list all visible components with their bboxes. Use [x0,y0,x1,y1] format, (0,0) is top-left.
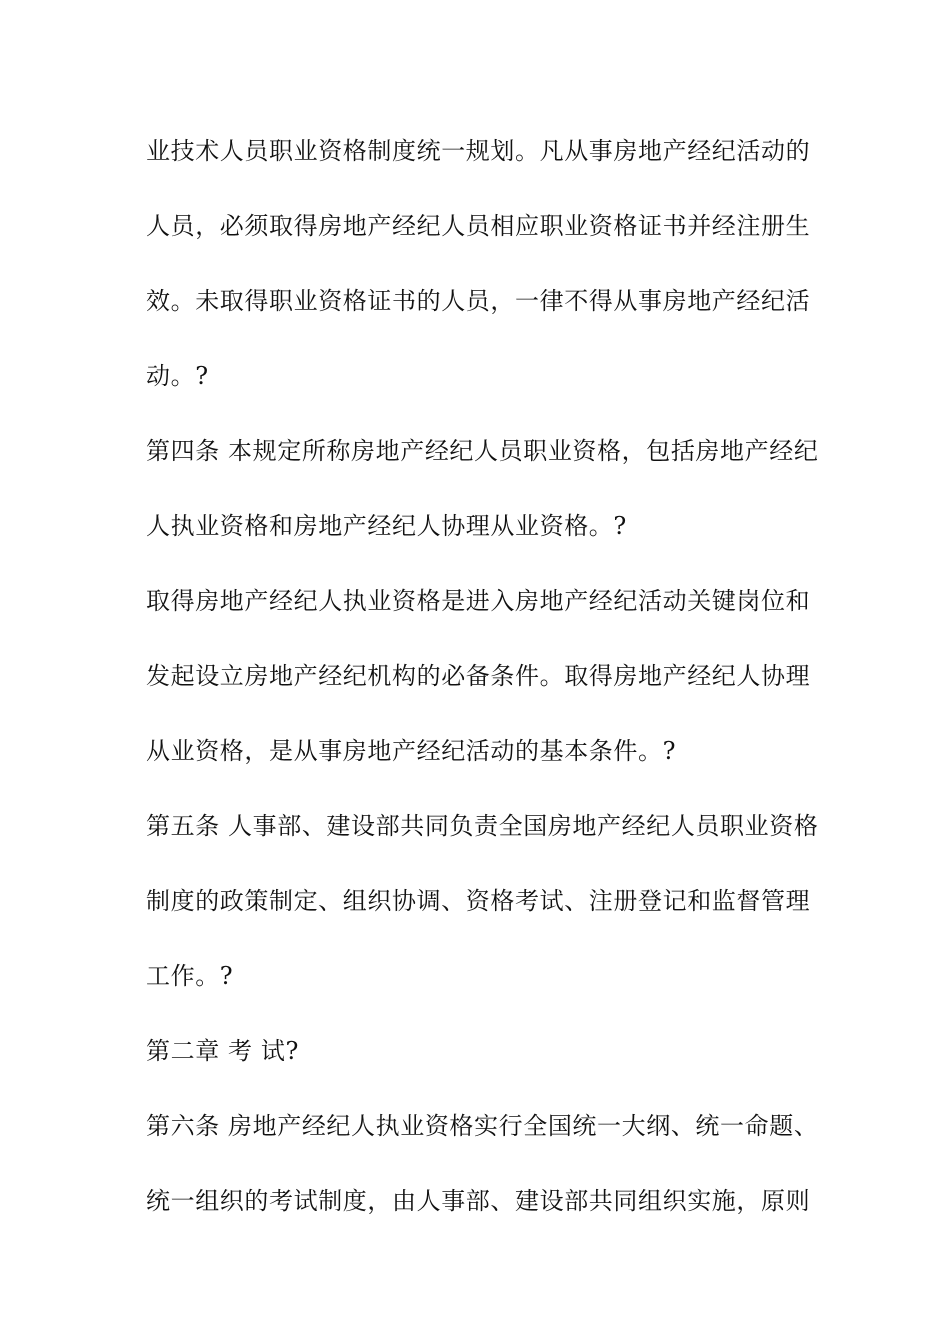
text-line: 人员，必须取得房地产经纪人员相应职业资格证书并经注册生 [146,212,811,240]
text-line: 业技术人员职业资格制度统一规划。凡从事房地产经纪活动的 [146,137,811,165]
article-heading-line: 第五条 人事部、建设部共同负责全国房地产经纪人员职业资格 [146,812,819,840]
text-line: 发起设立房地产经纪机构的必备条件。取得房地产经纪人协理 [146,662,811,690]
text-line: 动。? [146,362,209,390]
text-line: 制度的政策制定、组织协调、资格考试、注册登记和监督管理 [146,887,811,915]
article-heading-line: 第四条 本规定所称房地产经纪人员职业资格，包括房地产经纪 [146,437,819,465]
text-line: 人执业资格和房地产经纪人协理从业资格。? [146,512,627,540]
text-line: 工作。? [146,962,234,990]
article-heading-line: 第六条 房地产经纪人执业资格实行全国统一大纲、统一命题、 [146,1112,819,1140]
text-line: 统一组织的考试制度，由人事部、建设部共同组织实施，原则 [146,1187,811,1215]
chapter-heading: 第二章 考 试? [146,1037,299,1065]
text-line: 效。未取得职业资格证书的人员，一律不得从事房地产经纪活 [146,287,811,315]
text-line: 取得房地产经纪人执业资格是进入房地产经纪活动关键岗位和 [146,587,811,615]
text-line: 从业资格，是从事房地产经纪活动的基本条件。? [146,737,677,765]
